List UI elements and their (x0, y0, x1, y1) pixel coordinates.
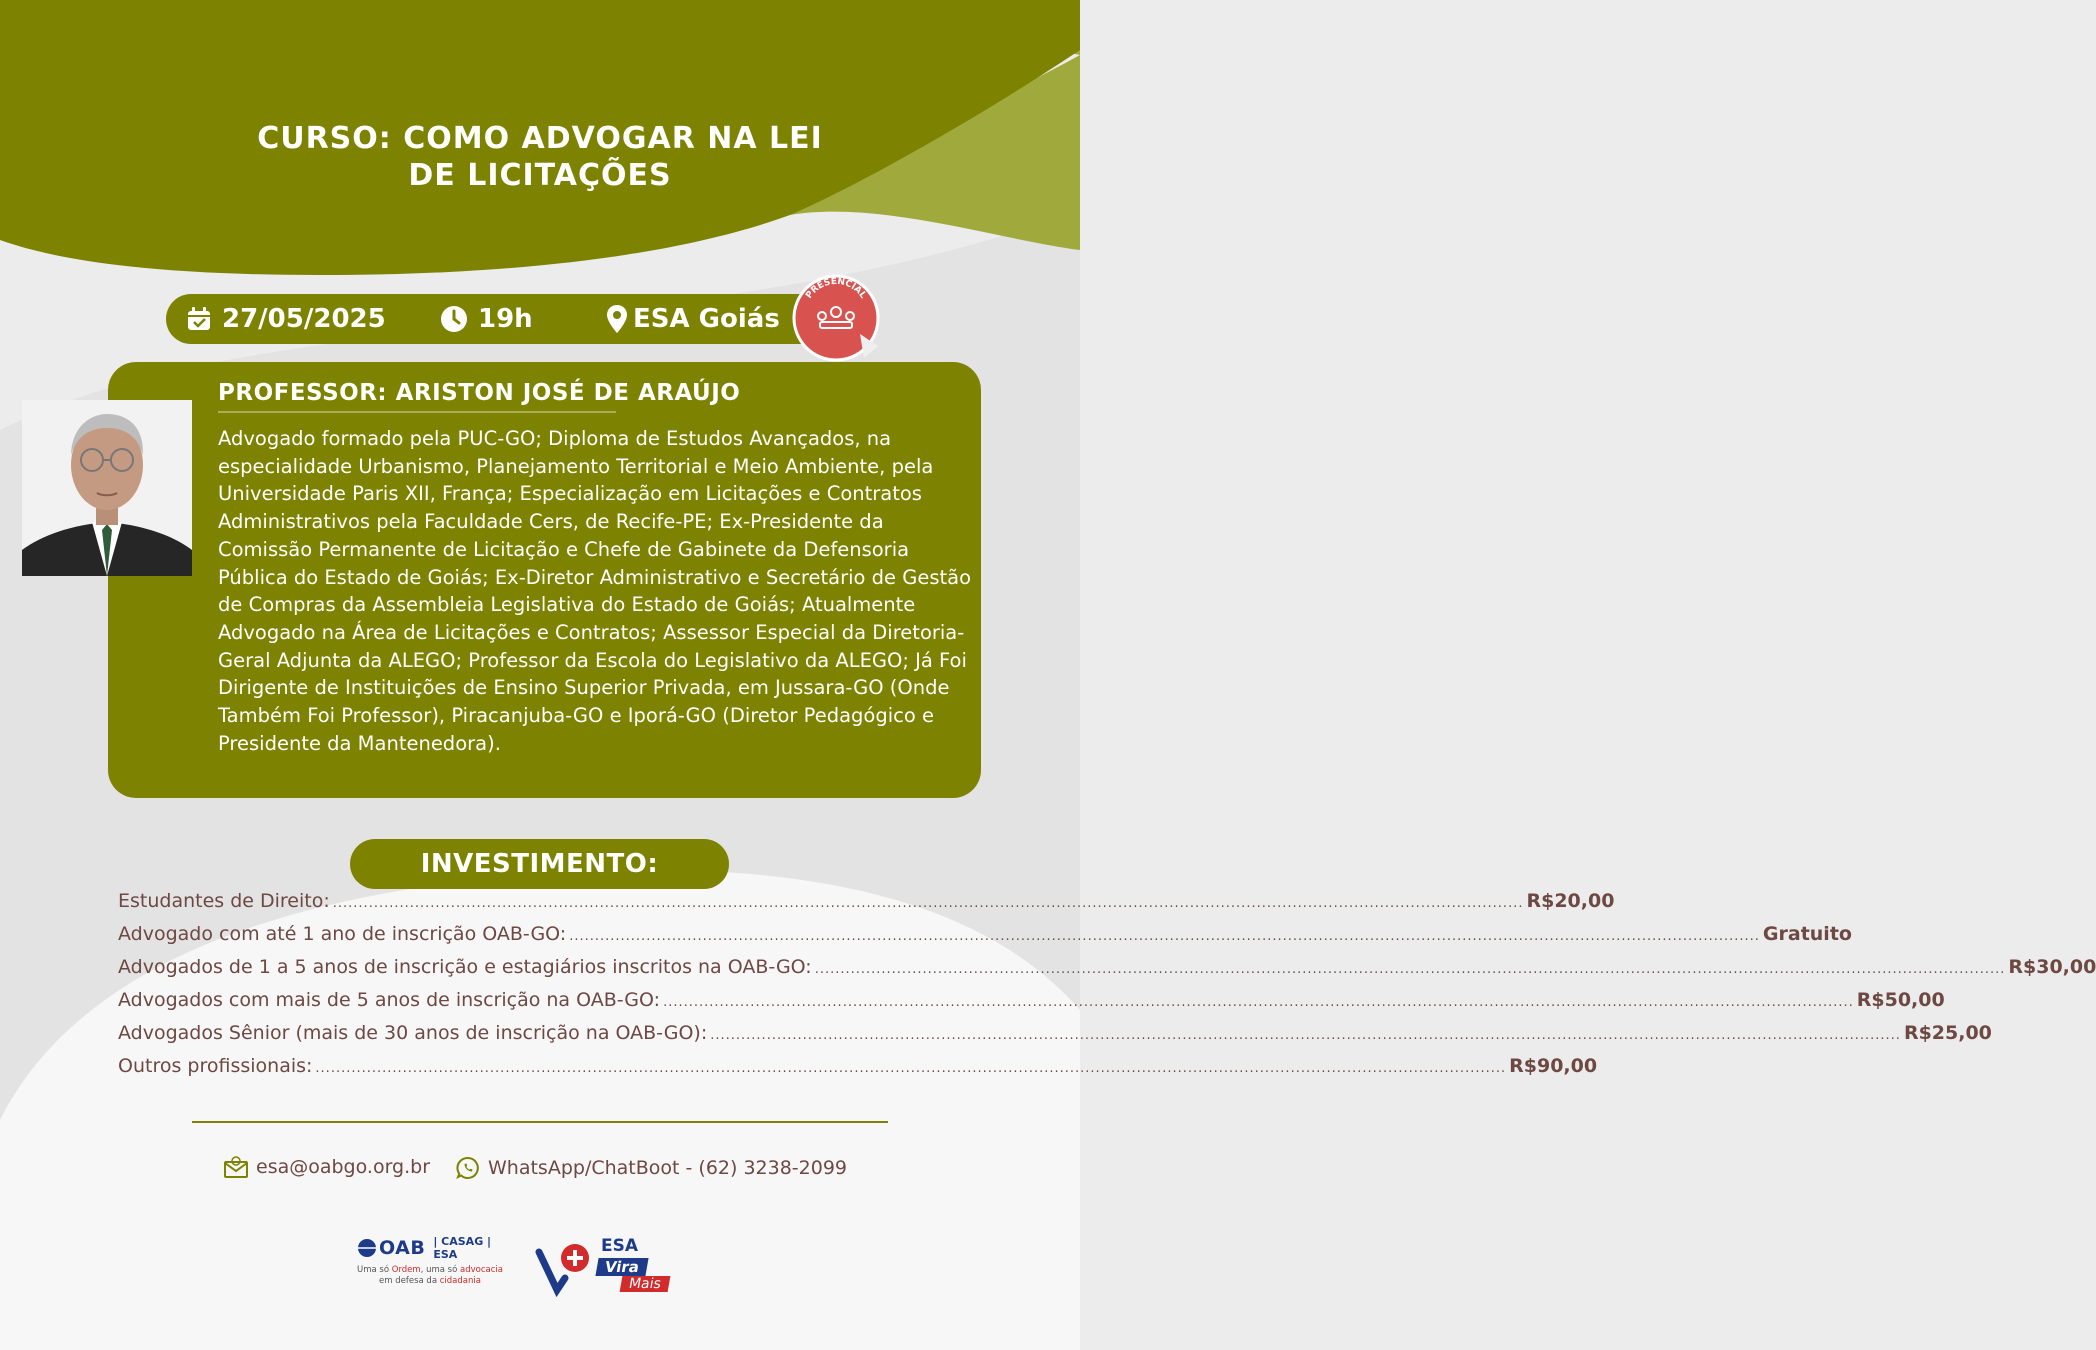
presencial-badge-label: PRESENCIAL (804, 276, 868, 301)
professor-bio: Advogado formado pela PUC-GO; Diploma de Estudos Avançados, na especialidade Urbanismo, Planejamento Territorial e Meio Ambiente, pela Universidade Paris XII, França; Especialização em Licitações e Contratos Administrativos pela Faculdade Cers, de Recife-PE; Ex-Presidente da Comissão Permanente de Licitação e Chefe de Gabinete da Defensoria Pública do Estado de Goiás; Ex-Diretor Administrativo e Secretário de Gestão de Compras da Assembleia Legislativa do Estado de Goiás; Atualmente Advogado na Área de Licitações e Contratos; Assessor Especial da Diretoria-Geral Adjunta da ALEGO; Professor da Escola do Legislativo da ALEGO; Já Foi Dirigente de Instituições de Ensino Superior Privada, em Jussara-GO (Onde Também Foi Professor), Piracanjuba-GO e Iporá-GO (Diretor Pedagógico e Presidente da Mantenedora). (218, 427, 972, 755)
calendar-icon (186, 306, 212, 332)
presencial-badge (790, 272, 882, 364)
contact-email-text[interactable]: esa@oabgo.org.br (256, 1156, 431, 1178)
price-dots: ........................................................................................................................................................................................................................................ (663, 995, 1854, 1010)
event-location-text: ESA Goiás (633, 304, 780, 334)
price-row (118, 1055, 1598, 1088)
event-time (440, 294, 533, 344)
professor-card (108, 362, 981, 798)
price-label: Advogados Sênior (mais de 30 anos de inscrição na OAB-GO): (118, 1022, 708, 1044)
price-row (118, 890, 1615, 923)
event-date-text: 27/05/2025 (222, 304, 386, 334)
vira-logo-text: Vira (595, 1258, 648, 1276)
price-label: Advogado com até 1 ano de inscrição OAB-GO: (118, 923, 567, 945)
esa-heart-icon (535, 1238, 595, 1296)
event-time-text: 19h (478, 304, 533, 334)
oab-logo-text: OAB (379, 1237, 426, 1259)
professor-name: PROFESSOR: ARISTON JOSÉ DE ARAÚJO (218, 380, 741, 406)
mais-logo-text: Mais (620, 1276, 671, 1292)
price-dots: ........................................................................................................................................................................................................................................ (569, 929, 1760, 944)
price-list (118, 890, 2096, 1088)
esa-logo-text: ESA (601, 1236, 639, 1256)
price-label: Advogados com mais de 5 anos de inscrição na OAB-GO: (118, 989, 661, 1011)
price-label: Advogados de 1 a 5 anos de inscrição e estagiários inscritos na OAB-GO: (118, 956, 812, 978)
price-dots: ........................................................................................................................................................................................................................................ (710, 1028, 1901, 1043)
price-dots: ........................................................................................................................................................................................................................................ (332, 896, 1524, 911)
price-value: R$90,00 (1509, 1055, 1598, 1077)
course-title-line2: DE LICITAÇÕES (408, 158, 672, 193)
price-row (118, 923, 1852, 956)
professor-photo (22, 400, 192, 576)
oab-emblem-icon (355, 1238, 379, 1258)
price-label: Outros profissionais: (118, 1055, 313, 1077)
oab-logo (355, 1236, 515, 1298)
oab-slogan: Uma só Ordem, uma só advocacia em defesa da cidadania (357, 1265, 503, 1286)
email-icon (224, 1156, 248, 1178)
contact-whatsapp-text[interactable]: WhatsApp/ChatBoot - (62) 3238-2099 (488, 1157, 848, 1179)
event-location (606, 294, 780, 344)
price-value: R$25,00 (1903, 1022, 1992, 1044)
professor-portrait (22, 400, 192, 576)
esa-vira-mais-logo (535, 1238, 685, 1298)
price-label: Estudantes de Direito: (118, 890, 330, 912)
contact-email[interactable] (224, 1156, 430, 1178)
price-dots: ........................................................................................................................................................................................................................................ (315, 1061, 1507, 1076)
price-value: Gratuito (1762, 923, 1852, 945)
whatsapp-icon (456, 1156, 480, 1180)
oab-logo-tag: | CASAG | ESA (433, 1235, 492, 1261)
event-info-bar (166, 294, 826, 344)
price-row (118, 989, 1945, 1022)
course-title-line1: CURSO: COMO ADVOGAR NA LEI (257, 121, 823, 156)
price-row (118, 956, 2096, 989)
contact-whatsapp[interactable] (456, 1156, 847, 1180)
price-dots: ........................................................................................................................................................................................................................................ (814, 962, 2006, 977)
price-value: R$30,00 (2008, 956, 2096, 978)
investment-heading: INVESTIMENTO: (350, 839, 729, 889)
footer-divider (192, 1121, 888, 1123)
event-date (186, 294, 386, 344)
price-value: R$20,00 (1526, 890, 1615, 912)
clock-icon (440, 305, 468, 333)
price-row (118, 1022, 1992, 1055)
price-value: R$50,00 (1856, 989, 1945, 1011)
course-title (0, 120, 1080, 194)
location-pin-icon (606, 304, 628, 334)
professor-name-underline (218, 411, 616, 413)
